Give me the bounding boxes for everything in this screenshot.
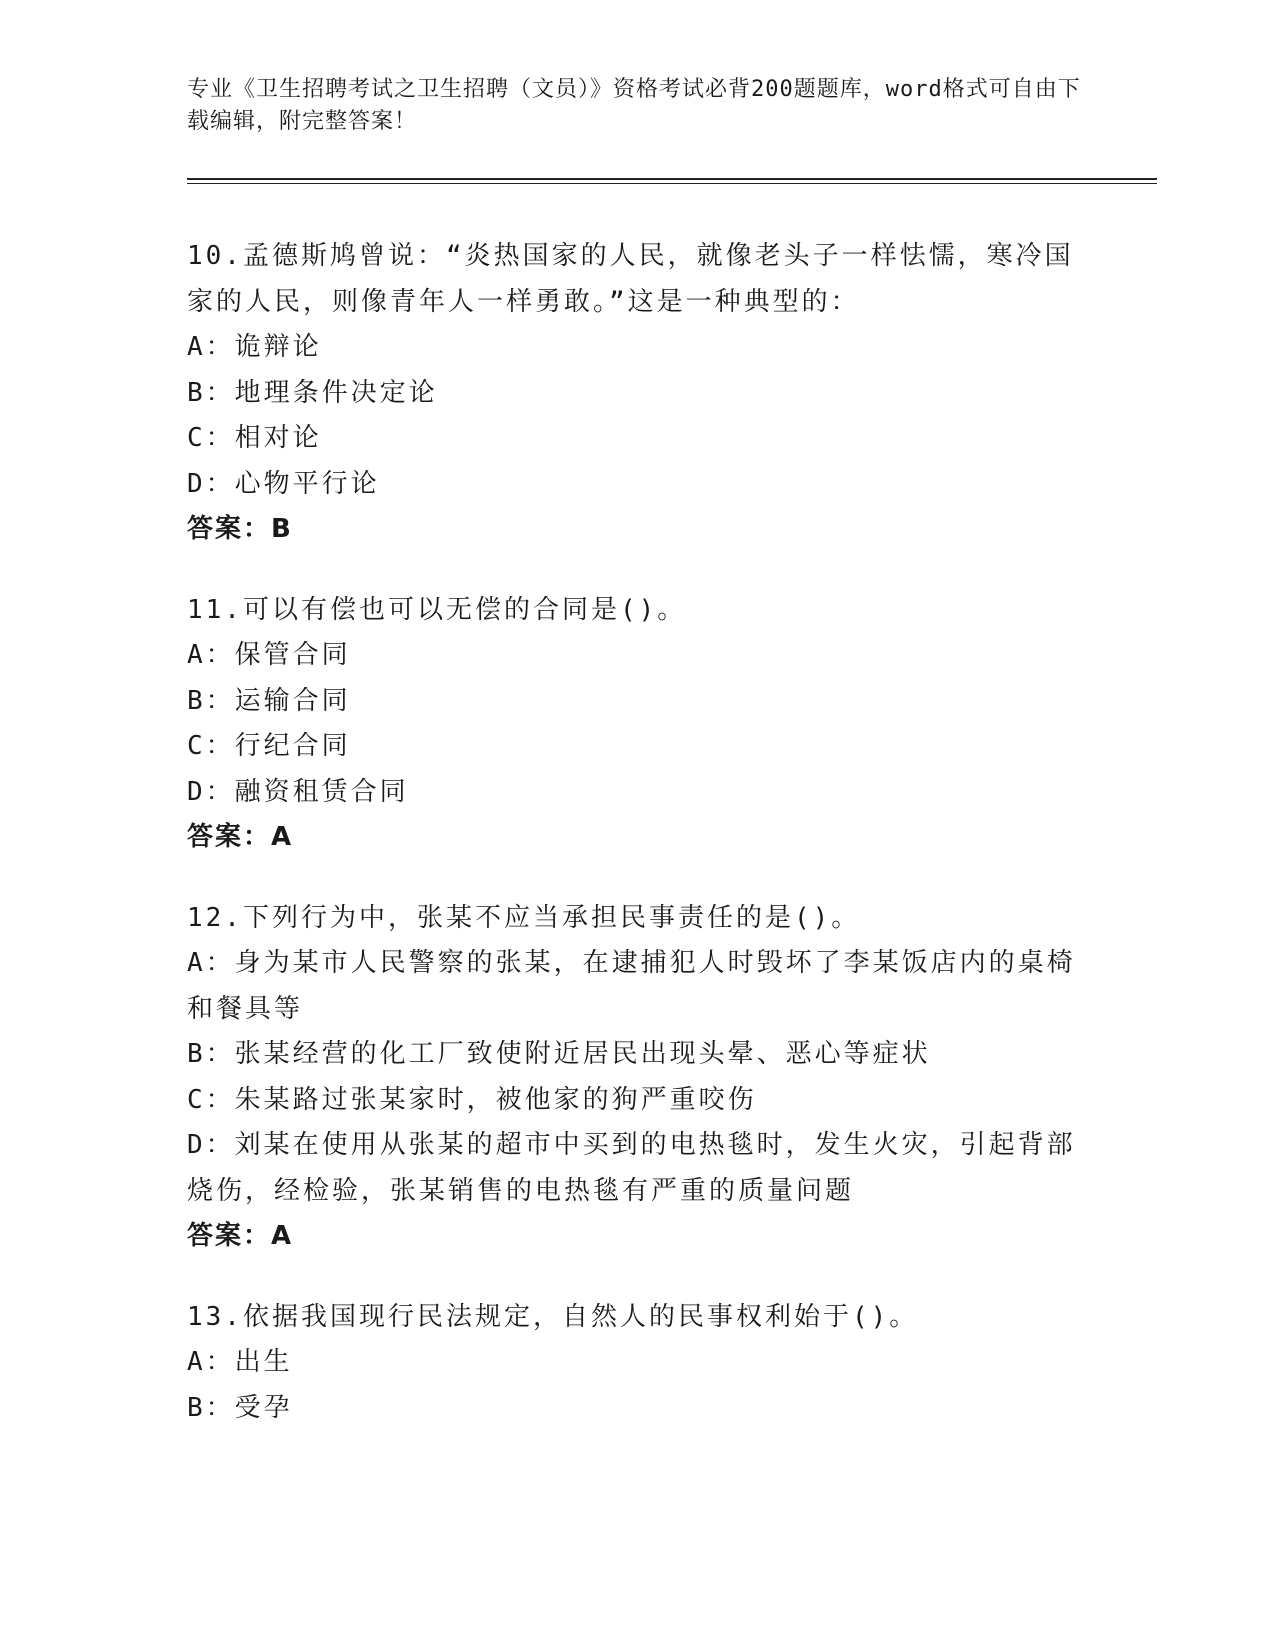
question-13 xyxy=(187,1295,1087,1432)
option-a: A：保管合同 xyxy=(187,640,351,670)
answer-label: 答案：A xyxy=(187,822,294,852)
question-list xyxy=(187,234,1087,1466)
header-divider-thin xyxy=(187,183,1157,184)
option-a: A：诡辩论 xyxy=(187,332,322,362)
option-a: A：身为某市人民警察的张某，在逮捕犯人时毁坏了李某饭店内的桌椅和餐具等 xyxy=(187,948,1076,1024)
option-d: D：融资租赁合同 xyxy=(187,776,409,807)
question-10 xyxy=(187,234,1087,553)
question-12 xyxy=(187,896,1087,1260)
option-b: B：运输合同 xyxy=(187,685,351,716)
option-c: C：朱某路过张某家时，被他家的狗严重咬伤 xyxy=(187,1084,757,1115)
option-b: B：地理条件决定论 xyxy=(187,377,438,408)
question-stem: 11.可以有偿也可以无偿的合同是()。 xyxy=(187,594,687,625)
question-stem: 13.依据我国现行民法规定，自然人的民事权利始于()。 xyxy=(187,1301,919,1332)
answer-label: 答案：A xyxy=(187,1221,294,1251)
question-stem: 10.孟德斯鸠曾说：“炎热国家的人民，就像老头子一样怯懦，寒冷国家的人民，则像青年人一样勇敢。”这是一种典型的： xyxy=(187,241,1074,317)
option-a: A：出生 xyxy=(187,1347,293,1377)
option-c: C：行纪合同 xyxy=(187,731,351,761)
option-c: C：相对论 xyxy=(187,423,322,453)
option-b: B：受孕 xyxy=(187,1392,293,1423)
question-11 xyxy=(187,588,1087,861)
option-b: B：张某经营的化工厂致使附近居民出现头晕、恶心等症状 xyxy=(187,1039,931,1069)
header-divider-thick xyxy=(187,178,1157,180)
option-d: D：心物平行论 xyxy=(187,468,380,499)
question-stem: 12.下列行为中，张某不应当承担民事责任的是()。 xyxy=(187,902,861,933)
option-d: D：刘某在使用从张某的超市中买到的电热毯时，发生火灾，引起背部烧伤，经检验，张某销售的电热毯有严重的质量问题 xyxy=(187,1130,1076,1206)
answer-label: 答案：B xyxy=(187,514,293,544)
header-text: 专业《卫生招聘考试之卫生招聘（文员）》资格考试必背200题题库，word格式可自由下载编辑，附完整答案！ xyxy=(187,77,1081,134)
document-header xyxy=(187,74,1087,138)
